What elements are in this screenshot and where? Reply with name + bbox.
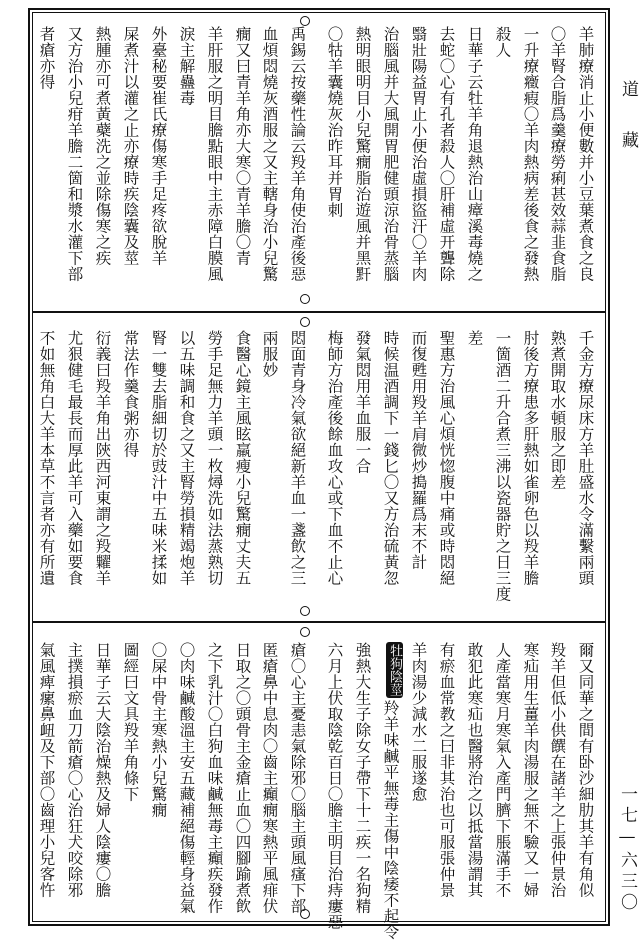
text-column: 羊肝服之明目膽點眼中主赤障白膜風 [205,26,224,282]
page-number: 一七—六三〇 [617,785,637,914]
text-column: 者瘡亦得 [37,26,56,90]
text-panel-1 [34,26,604,308]
text-column: 〇肉味鹹酸溫主安五藏補絕傷輕身益氣 [177,642,196,914]
text-column: 人產當寒月寒氣入產門臍下脹滿手不 [493,642,512,898]
text-column: 梅師方治產後餘血攻心或下血不止心 [325,330,344,586]
binding-circle-3 [300,317,310,327]
text-column: 爾又同華之間有卧沙細肋其羊有角似 [576,642,595,898]
text-column: 千金方療尿床方羊肚盛水令滿繫兩頭 [576,330,595,586]
text-column: 匿瘡鼻中息肉〇齒主癲癇寒熱平風痱伏 [260,642,279,914]
text-column: 勞手足無力羊頭一枚燖洗如法蒸熟切 [205,330,224,586]
text-column: 羚羊味鹹平無毒主傷中陰痿不起令 [381,700,400,940]
text-panel-2 [34,330,604,614]
text-column: 羊肺療消止小便數并小豆葉煮食之良 [576,26,595,282]
text-column: 之下乳汁〇白狗血味鹹無毒主癲疾發作 [205,642,224,914]
text-column: 有瘀血常教之曰非其治也可服張仲景 [437,642,456,898]
book-title: 道藏 [618,80,638,182]
text-column: 癇又曰青羊角亦大寒〇青羊膽〇青 [233,26,252,266]
text-column: 翳壯陽益胃止小便治虛損盜汗〇羊肉 [409,26,428,282]
binding-circle-5 [300,627,310,637]
text-column: 去蛇〇心有孔者殺人〇肝補虛开聾除 [437,26,456,282]
text-column: 常法作羹食粥亦得 [121,330,140,458]
text-column: 食醫心鏡主風眩羸瘦小兒驚癇丈夫五 [233,330,252,586]
entry-heading-stamp: 牡狗陰莖 [387,644,402,696]
text-column: 屎煮汁以灌之止亦療時疾陰囊及莖 [121,26,140,266]
text-panel-3 [34,642,604,940]
text-column: 不如無角白大羊本草不言者亦有所遺 [37,330,56,586]
text-column: 兩服妙 [260,330,279,378]
text-column: 主撲損瘀血刀箭瘡〇心治狂犬咬除邪 [65,642,84,898]
text-column: 衍義曰羖羊角出陝西河東謂之羖糶羊 [93,330,112,586]
text-column: 又方治小兒疳羊膽二箇和漿水灌下部 [65,26,84,282]
text-column: 一箇酒二升合煮三沸以瓷器貯之日三度 [493,330,512,602]
text-column: 聖惠方治風心煩恍惚腹中痛或時悶絕 [437,330,456,586]
text-column: 〇屎中骨主寒熱小兒驚癇 [149,642,168,818]
text-column: 瘡〇心主憂恚氣除邪〇腦主頭風瘙下部 [288,642,307,914]
text-column: 血煩悶燒灰酒服之又主轄身治小兒驚 [260,26,279,282]
text-column: 以五味調和食之又主腎勞損精竭炮羊 [177,330,196,586]
separator-top [32,311,606,313]
text-column: 禹錫云按藥性論云羖羊角使治產後惡 [288,26,307,282]
text-column: 六月上伏取陰乾百日〇膽主明目治痔瘻惡 [325,642,344,930]
text-column: 〇牯羊囊燒灰治昨耳并胃刺 [325,26,344,218]
text-column: 肘後方療患多肝熱如雀卵色以羖羊膽 [521,330,540,586]
text-column: 羊肉湯少減水二服遂愈 [409,642,428,802]
text-column: 羖羊但低小供饌在諸羊之上張仲景治 [548,642,567,898]
text-column: 寒疝用生薑羊肉湯服之無不驗又一婦 [521,642,540,898]
text-column: 氣風痺瘰鼻衄及下部〇齒理小兒客忤 [37,642,56,898]
text-column: 時候温酒調下一錢匕〇又方治硫黃忽 [381,330,400,586]
text-column: 熱明眼明目小兒驚癇脂治遊風并黑䵟 [353,26,372,282]
text-column: 淚主解蠱毒 [177,26,196,106]
separator-bottom [32,621,606,623]
text-column: 日華子云大陰治燥熱及婦人陰瘻〇膽 [93,642,112,898]
text-column: 敢犯此寒疝也醫將治之以抵當湯謂其 [465,642,484,898]
text-column: 發氣悶用羊血服一合 [353,330,372,474]
text-column: 差 [465,330,484,346]
text-column: 一升療癥瘕〇羊肉熱病差後食之發熱 [521,26,540,282]
text-column: 腎一雙去脂細切於豉汁中五味米揉如 [149,330,168,586]
text-column: 而復甦用羖羊肩微炒搗羅爲末不計 [409,330,428,570]
text-column: 外臺秘要崔氏療傷寒手足疼欲脫羊 [149,26,168,266]
text-column: 悶面青身冷氣欲絕新羊血一盞飲之三 [288,330,307,586]
text-column: 〇羊腎合脂爲羹療勞痢甚效蒜韭食脂 [548,26,567,282]
text-column: 熟煮開取水頓服之即差 [548,330,567,490]
text-column: 強熱大生子除女子帶下十二疾一名狗精 [353,642,372,914]
text-column: 殺人 [493,26,512,58]
text-column: 日取之〇頭骨主金瘡止血〇四腳踰煮飲 [233,642,252,914]
text-column: 日華子云牡羊角退熱治山瘴溪毒燒之 [465,26,484,282]
text-column: 圖經曰文具羖羊角條下 [121,642,140,802]
binding-circle-1 [300,16,310,26]
text-column: 熱腫亦可煮黃蘗洗之並除傷寒之疾 [93,26,112,266]
text-column: 尤狠健毛最長而厚此羊可入藥如要食 [65,330,84,586]
text-column: 治腦風并大風開胃肥健頭涼治骨蒸腦 [381,26,400,282]
